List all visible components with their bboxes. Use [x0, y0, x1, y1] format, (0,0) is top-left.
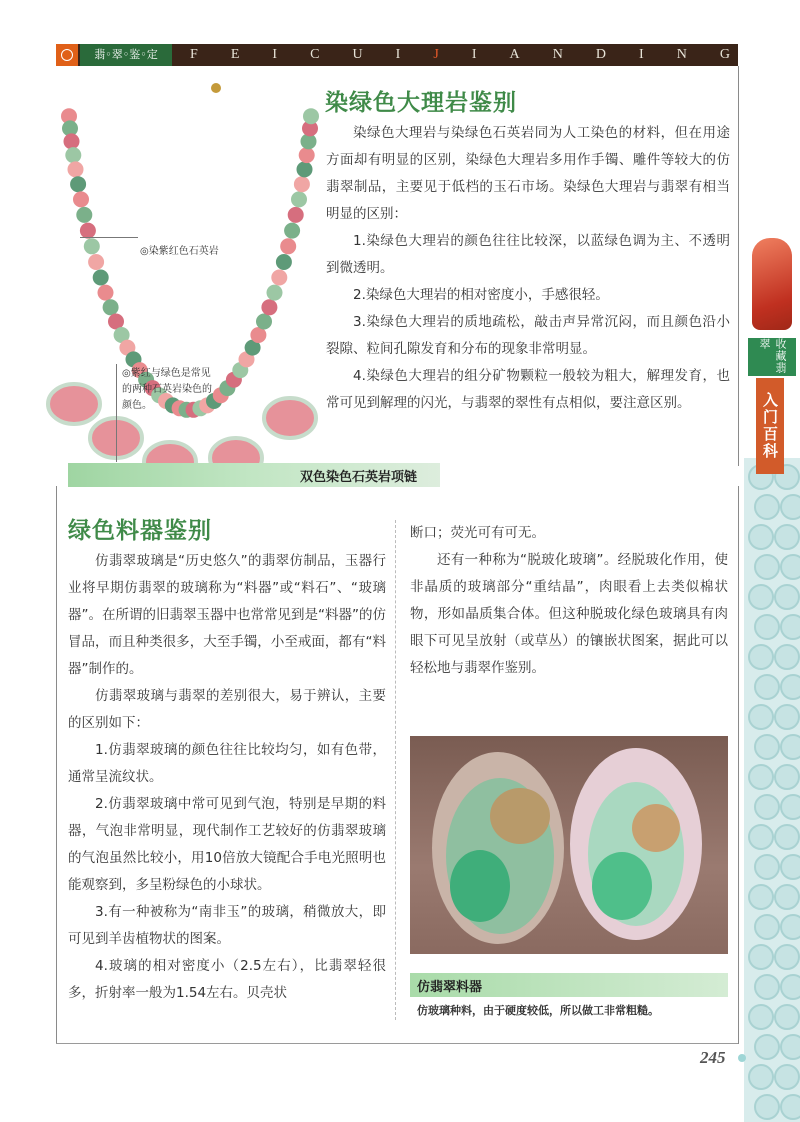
bead — [88, 254, 104, 270]
bead — [98, 285, 114, 301]
bead — [103, 299, 119, 315]
header-letter: C — [310, 47, 320, 62]
paragraph: 断口；荧光可有可无。 — [410, 525, 545, 541]
jade-carving-thumbnail — [752, 238, 792, 330]
floral-ornament-icon — [754, 1094, 780, 1120]
header-letter: E — [230, 47, 240, 62]
paragraph: 3.染绿色大理岩的质地疏松，敲击声异常沉闷，而且颜色沿小裂隙、粒间孔隙发育和分布的现象非常明显。 — [326, 314, 730, 357]
page-number: 245 — [700, 1048, 726, 1067]
bead — [294, 176, 310, 192]
header-letter: I — [471, 47, 477, 62]
header-letter: I — [395, 47, 401, 62]
necklace-caption: 双色染色石英岩项链 — [300, 470, 418, 485]
frame-line-bottom — [56, 1043, 738, 1044]
floral-ornament-icon — [780, 974, 800, 1000]
bead — [84, 238, 100, 254]
header-letter: U — [352, 47, 363, 62]
annotation-dyed-purple: ◎染紫红色石英岩 — [140, 246, 219, 257]
photo-description: 仿玻璃种料，由于硬度较低，所以做工非常粗糙。 — [417, 1004, 659, 1017]
header-letter: N — [552, 47, 563, 62]
bead — [276, 254, 292, 270]
header-letter: N — [676, 47, 687, 62]
bead — [70, 176, 86, 192]
header-letter: I — [272, 47, 278, 62]
floral-ornament-icon — [780, 614, 800, 640]
fake-jade-photo — [410, 736, 728, 954]
frame-line-right-lower — [738, 486, 739, 1044]
floral-ornament-icon — [774, 884, 800, 910]
floral-ornament-icon — [780, 1034, 800, 1060]
header-letter: J — [433, 47, 439, 62]
bead — [280, 238, 296, 254]
floral-ornament-icon — [774, 764, 800, 790]
photo-caption: 仿翡翠料器 — [417, 980, 483, 995]
floral-ornament-icon — [754, 734, 780, 760]
floral-ornament-icon — [754, 554, 780, 580]
pendant-stone — [264, 398, 316, 438]
paragraph: 还有一种称为“脱玻化玻璃”。经脱玻化作用，使非晶质的玻璃部分“重结晶”，肉眼看上去类似棉状物，形如晶质集合体。但这种脱玻化绿色玻璃具有肉眼下可见呈放射（或草丛）的镶嵌状图案，据此可以轻松地与翡翠作鉴别。 — [410, 552, 728, 676]
floral-ornament-icon — [748, 584, 774, 610]
section-title-marble: 染绿色大理岩鉴别 — [325, 89, 517, 116]
section-body-glass-right — [410, 520, 728, 682]
section-title-glass: 绿色料器鉴别 — [68, 517, 212, 544]
bead — [267, 285, 283, 301]
paragraph: 4.玻璃的相对密度小（2.5左右），比翡翠轻很多，折射率一般为1.54左右。贝壳状 — [68, 958, 386, 1001]
floral-ornament-icon — [748, 644, 774, 670]
series-logo-icon — [56, 44, 78, 66]
bead — [303, 108, 319, 124]
floral-ornament-icon — [780, 794, 800, 820]
floral-ornament-icon — [780, 554, 800, 580]
bead — [93, 270, 109, 286]
page-number-dot-icon — [738, 1054, 746, 1062]
series-name: 翡◦翠◦鉴◦定 — [80, 44, 172, 66]
annotation-line-1 — [80, 237, 138, 238]
bead — [68, 161, 84, 177]
floral-ornament-icon — [754, 794, 780, 820]
bead — [271, 270, 287, 286]
floral-ornament-icon — [780, 914, 800, 940]
floral-ornament-icon — [780, 674, 800, 700]
floral-ornament-icon — [780, 734, 800, 760]
section-body-marble — [326, 120, 730, 417]
floral-ornament-icon — [748, 1004, 774, 1030]
floral-ornament-icon — [780, 1094, 800, 1120]
side-tab-collection: 收藏翡翠 — [748, 338, 796, 376]
floral-ornament-icon — [774, 644, 800, 670]
header-letter: D — [595, 47, 606, 62]
floral-ornament-icon — [748, 884, 774, 910]
annotation-common-colors: ◎紫红与绿色是常见 的两种石英岩染色的 颜色。 — [122, 368, 212, 411]
header-letter: G — [719, 47, 730, 62]
bead — [284, 223, 300, 239]
bead — [299, 147, 315, 163]
floral-ornament-icon — [748, 524, 774, 550]
floral-ornament-icon — [748, 944, 774, 970]
frame-line-right — [738, 66, 739, 466]
header-letter: A — [509, 47, 520, 62]
floral-ornament-icon — [754, 674, 780, 700]
frame-line-left — [56, 486, 57, 1044]
floral-ornament-icon — [774, 1064, 800, 1090]
floral-ornament-icon — [774, 944, 800, 970]
floral-ornament-icon — [748, 1064, 774, 1090]
bead — [261, 299, 277, 315]
floral-ornament-icon — [780, 494, 800, 520]
section-body-glass-left — [68, 548, 386, 1007]
bead — [64, 133, 80, 149]
floral-ornament-icon — [774, 704, 800, 730]
bead — [76, 207, 92, 223]
bead — [65, 147, 81, 163]
floral-ornament-icon — [780, 854, 800, 880]
bead — [297, 161, 313, 177]
floral-ornament-icon — [774, 524, 800, 550]
header-letter: I — [639, 47, 644, 62]
bead — [288, 207, 304, 223]
header-letter: F — [190, 47, 198, 62]
paragraph: 染绿色大理岩与染绿色石英岩同为人工染色的材料，但在用途方面却有明显的区别，染绿色大理岩多用作手镯、雕件等较大的仿翡翠制品，主要见于低档的玉石市场。染绿色大理岩与翡翠有相当明显的区别： — [326, 125, 730, 222]
floral-ornament-icon — [754, 914, 780, 940]
clasp — [211, 83, 221, 93]
paragraph: 2.仿翡翠玻璃中常可见到气泡，特别是早期的料器，气泡非常明显，现代制作工艺较好的仿翡翠玻璃的气泡虽然比较小，用10倍放大镜配合手电光照明也能观察到，多呈粉绿色的小球状。 — [68, 796, 386, 893]
paragraph: 仿翡翠玻璃是“历史悠久”的翡翠仿制品，玉器行业将早期仿翡翠的玻璃称为“料器”或“料石”、“玻璃器”。在所谓的旧翡翠玉器中也常常见到是“料器”的仿冒品，而且种类很多，大至手镯，小至戒面，都有“料器”制作的。 — [68, 553, 386, 677]
floral-ornament-icon — [754, 1034, 780, 1060]
paragraph: 2.染绿色大理岩的相对密度小，手感很轻。 — [353, 287, 609, 303]
floral-ornament-icon — [754, 614, 780, 640]
column-divider — [395, 520, 396, 1020]
paragraph: 1.仿翡翠玻璃的颜色往往比较均匀，如有色带，通常呈流纹状。 — [68, 742, 386, 785]
paragraph: 4.染绿色大理岩的组分矿物颗粒一般较为粗大，解理发育，也常可见到解理的闪光，与翡翠的翠性有点相似，要注意区别。 — [326, 368, 730, 411]
floral-ornament-icon — [754, 974, 780, 1000]
floral-ornament-icon — [774, 1004, 800, 1030]
bead — [73, 191, 89, 207]
paragraph: 1.染绿色大理岩的颜色往往比较深，以蓝绿色调为主、不透明到微透明。 — [326, 233, 730, 276]
floral-ornament-icon — [748, 764, 774, 790]
floral-ornament-icon — [754, 854, 780, 880]
pendant-stone — [48, 384, 100, 424]
decorative-floral-strip — [744, 458, 800, 1122]
floral-ornament-icon — [774, 584, 800, 610]
floral-ornament-icon — [754, 494, 780, 520]
bead — [256, 314, 272, 330]
annotation-line-2 — [116, 364, 117, 462]
header-letters — [190, 44, 730, 66]
side-tab-category: 入门百科 — [756, 378, 784, 474]
bead — [291, 191, 307, 207]
floral-ornament-icon — [774, 824, 800, 850]
necklace-photo — [40, 78, 340, 498]
floral-ornament-icon — [748, 824, 774, 850]
paragraph: 仿翡翠玻璃与翡翠的差别很大，易于辨认，主要的区别如下： — [68, 688, 386, 731]
floral-ornament-icon — [748, 704, 774, 730]
paragraph: 3.有一种被称为“南非玉”的玻璃，稍微放大，即可见到羊齿植物状的图案。 — [68, 904, 386, 947]
